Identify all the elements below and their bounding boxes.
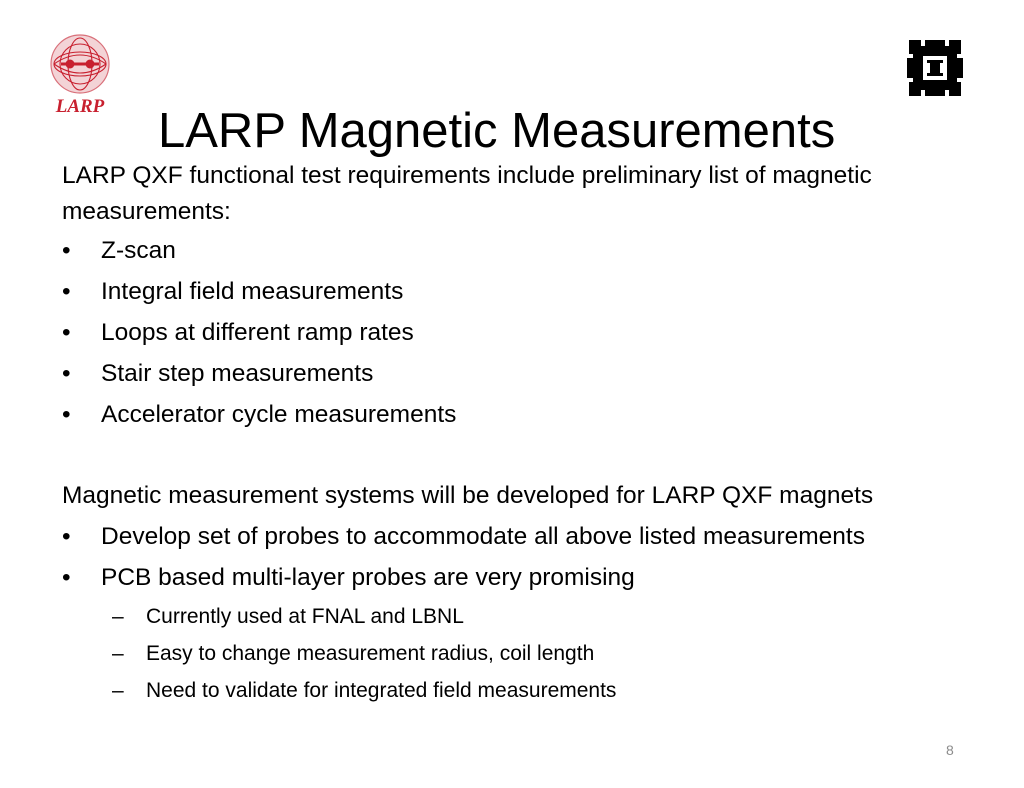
list-item-text: Z-scan — [101, 237, 176, 264]
list-item-text: Stair step measurements — [101, 360, 374, 387]
sub-list-item-text: Easy to change measurement radius, coil length — [146, 642, 595, 665]
bullet-icon: • — [62, 523, 71, 550]
larp-logo-text: LARP — [55, 96, 105, 117]
page-number: 8 — [946, 742, 954, 758]
list-item-text: PCB based multi-layer probes are very promising — [101, 564, 635, 591]
list-item — [62, 230, 962, 271]
sub-list-item — [62, 672, 962, 709]
bullet-icon: • — [62, 237, 71, 264]
dash-icon: – — [112, 642, 124, 665]
section2-intro-text: Magnetic measurement systems will be developed for LARP QXF magnets — [62, 482, 874, 509]
bullet-icon: • — [62, 360, 71, 387]
bullet-icon: • — [62, 401, 71, 428]
larp-logo — [48, 32, 112, 120]
list-item-text: Integral field measurements — [101, 278, 404, 305]
slide-body — [62, 158, 962, 709]
dash-icon: – — [112, 605, 124, 628]
section2-intro — [62, 475, 962, 516]
list-item-text: Loops at different ramp rates — [101, 319, 414, 346]
list-item — [62, 516, 962, 557]
bullet-icon: • — [62, 278, 71, 305]
list-item-text: Accelerator cycle measurements — [101, 401, 457, 428]
list-item — [62, 353, 962, 394]
list-item — [62, 312, 962, 353]
spacer — [62, 435, 962, 475]
list-item — [62, 271, 962, 312]
bullet-icon: • — [62, 564, 71, 591]
sub-list-item — [62, 598, 962, 635]
sub-list-item — [62, 635, 962, 672]
dash-icon: – — [112, 679, 124, 702]
fermilab-logo — [903, 36, 967, 100]
list-item — [62, 394, 962, 435]
bullet-icon: • — [62, 319, 71, 346]
section1-intro: LARP QXF functional test requirements include preliminary list of magnetic measurements: — [62, 162, 872, 225]
list-item-text: Develop set of probes to accommodate all above listed measurements — [101, 523, 865, 550]
list-item — [62, 557, 962, 598]
sub-list-item-text: Need to validate for integrated field measurements — [146, 679, 617, 702]
sub-list-item-text: Currently used at FNAL and LBNL — [146, 605, 464, 628]
slide-title: LARP Magnetic Measurements — [158, 103, 836, 158]
